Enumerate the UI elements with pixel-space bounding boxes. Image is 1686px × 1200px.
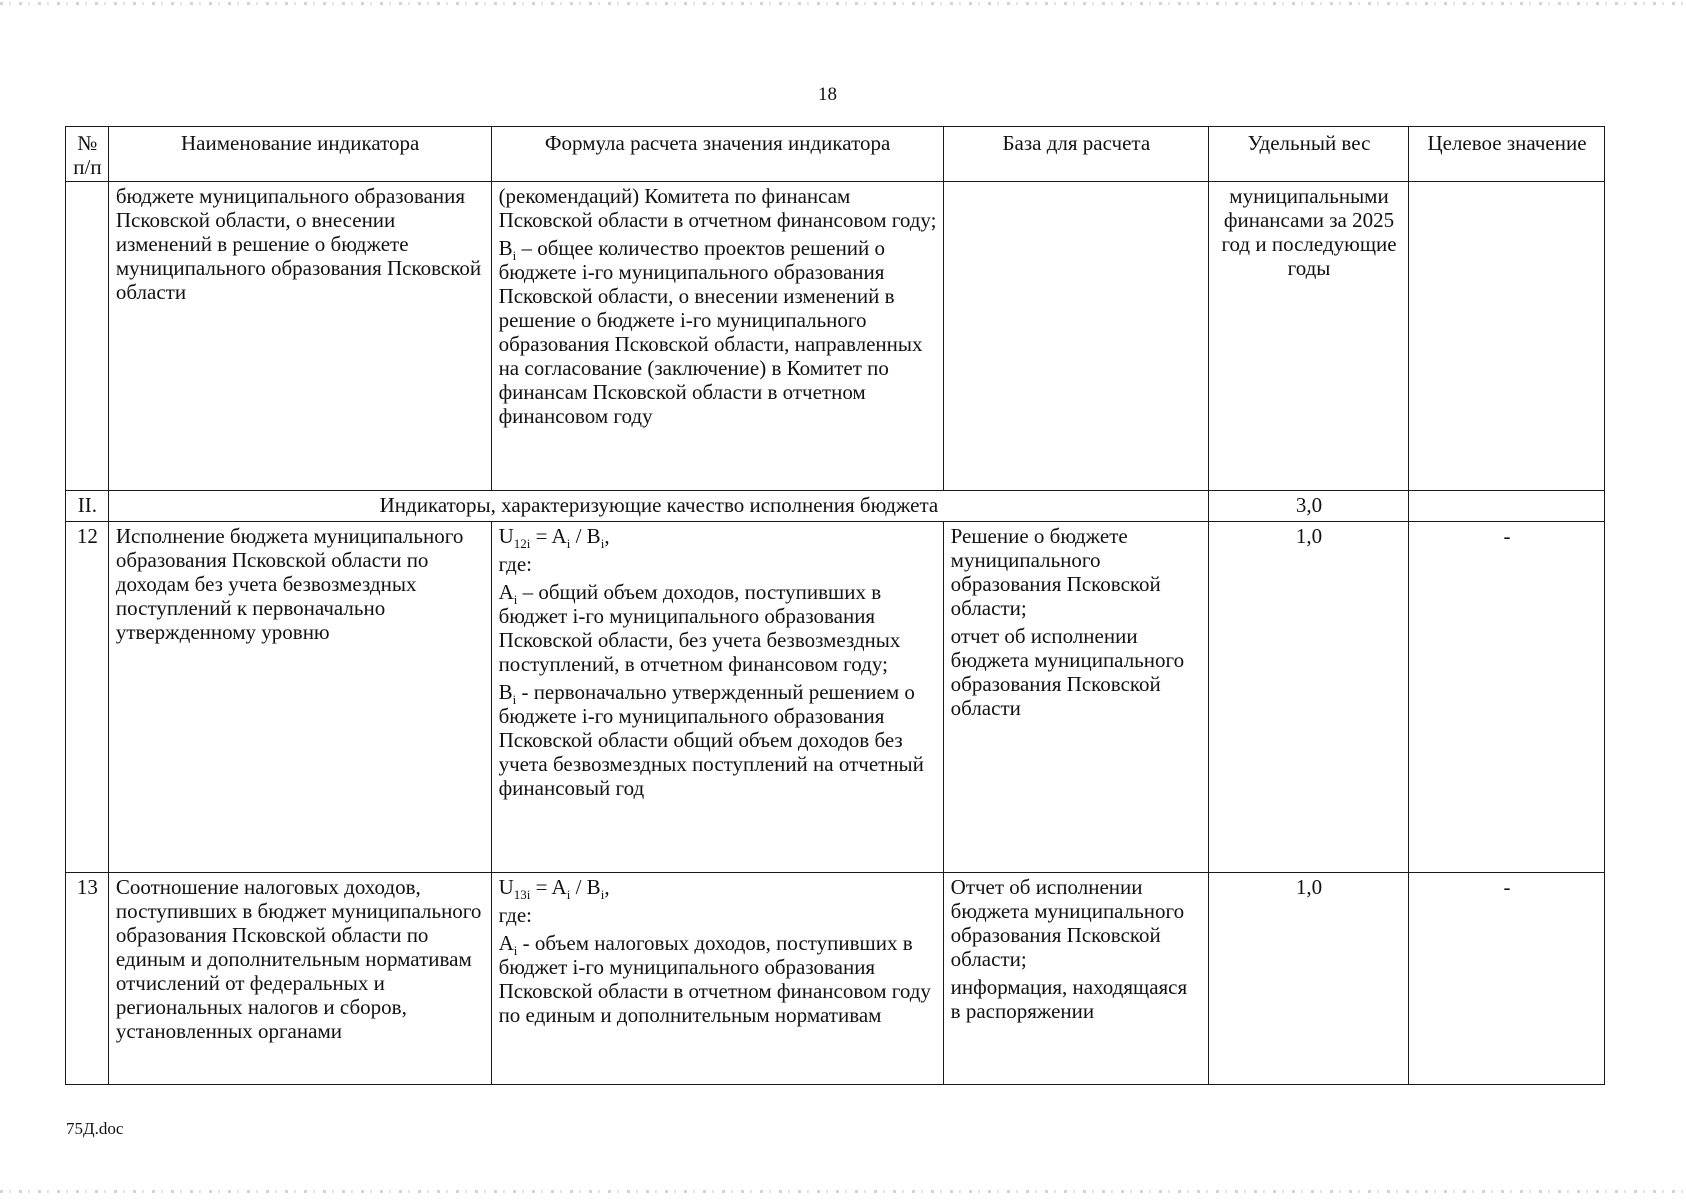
var-b-definition: - первоначально утвержденный решением о бюджете i-го муниципального образования Псковской области общий объем доходов без учета безвозмездных поступлений на отчетный финансовый год [498,680,924,800]
cell-formula [491,182,943,491]
equals-a: = A [530,875,567,899]
var-a: A [498,931,514,955]
cell-weight: муниципальными финансами за 2025 год и последующие годы [1209,182,1409,491]
divide-b: / B [570,524,601,548]
var-b-definition: – общее количество проектов решений о бюджете i-го муниципального образования Псковской области, о внесении изменений в решение о бюджете i-го муниципального образования Псковской области, направленных на согласование (заключение) в Комитет по финансам Псковской области в отчетном финансовом году [498,236,923,428]
cell-formula [491,873,943,1085]
table-row-continued [66,182,1605,491]
header-target: Целевое значение [1409,127,1605,182]
formula-paragraph: (рекомендаций) Комитета по финансам Псковской области в отчетном финансовом году; [498,184,937,232]
var-u: U [498,875,514,899]
formula-paragraph [499,580,937,676]
section-num: II. [66,491,109,522]
base-paragraph: отчет об исполнении бюджета муниципального образования Псковской области [950,624,1185,720]
var-a-definition: – общий объем доходов, поступивших в бюджет i-го муниципального образования Псковской области, без учета безвозмездных поступлений, в отчетном финансовом году; [498,580,901,676]
cell-name: Исполнение бюджета муниципального образования Псковской области по доходам без учета безвозмездных поступлений к первоначально утвержденному уровню [108,522,491,873]
indicator-table [65,126,1605,1085]
var-b-index: i [512,248,517,264]
scan-edge-top [0,2,1686,5]
cell-num: 13 [66,873,109,1085]
base-paragraph: информация, находящаяся в распоряжении [950,975,1188,1023]
cell-num: 12 [66,522,109,873]
header-formula: Формула расчета значения индикатора [491,127,943,182]
var-a-definition: - объем налоговых доходов, поступивших в бюджет i-го муниципального образования Псковской области в отчетном финансовом году по единым и дополнительным нормативам [498,931,931,1027]
var-a-index: i [566,887,571,903]
cell-base [943,182,1208,491]
cell-target: - [1409,522,1605,873]
divide-b: / B [570,875,601,899]
formula-comma: , [604,524,610,548]
header-base: База для расчета [943,127,1208,182]
formula-paragraph [499,680,937,800]
var-b: B [498,680,513,704]
header-weight: Удельный вес [1209,127,1409,182]
section-row [66,491,1605,522]
equals-a: = A [530,524,567,548]
var-a-index: i [513,592,518,608]
formula-equation [498,524,937,552]
cell-formula [491,522,943,873]
cell-weight: 1,0 [1209,522,1409,873]
var-b-index: i [600,536,605,552]
formula-where: где: [498,903,532,927]
cell-target: - [1409,873,1605,1085]
cell-name: бюджете муниципального образования Псковской области, о внесении изменений в решение о бюджете муниципального образования Псковской области [108,182,491,491]
var-b: B [498,236,513,260]
header-name: Наименование индикатора [108,127,491,182]
formula-paragraph [499,931,937,1027]
formula-paragraph [499,236,937,428]
var-a-index: i [513,943,518,959]
formula-where: где: [498,552,532,576]
scan-edge-bottom [0,1190,1686,1193]
var-a: A [498,580,514,604]
var-a-index: i [566,536,571,552]
var-u-index: 12i [513,536,531,552]
var-b-index: i [512,692,517,708]
formula-comma: , [604,875,610,899]
var-u: U [498,524,514,548]
table-header-row [66,127,1605,182]
formula-equation [498,875,937,903]
cell-weight: 1,0 [1209,873,1409,1085]
table-row-12 [66,522,1605,873]
cell-name: Соотношение налоговых доходов, поступивших в бюджет муниципального образования Псковской области по единым и дополнительным нормативам отчислений от федеральных и региональных налогов и сборов, установленных органами [108,873,491,1085]
cell-num [66,182,109,491]
section-target [1409,491,1605,522]
var-b-index: i [600,887,605,903]
cell-base [943,522,1208,873]
base-paragraph: Отчет об исполнении бюджета муниципального образования Псковской области; [950,875,1185,971]
page-number: 18 [818,84,837,105]
var-u-index: 13i [513,887,531,903]
cell-base [943,873,1208,1085]
cell-target [1409,182,1605,491]
header-num: № п/п [66,127,109,182]
table-row-13 [66,873,1605,1085]
section-weight: 3,0 [1209,491,1409,522]
base-paragraph: Решение о бюджете муниципального образования Псковской области; [950,524,1161,620]
section-title: Индикаторы, характеризующие качество исполнения бюджета [108,491,1208,522]
footer-filename: 75Д.doc [66,1119,124,1138]
